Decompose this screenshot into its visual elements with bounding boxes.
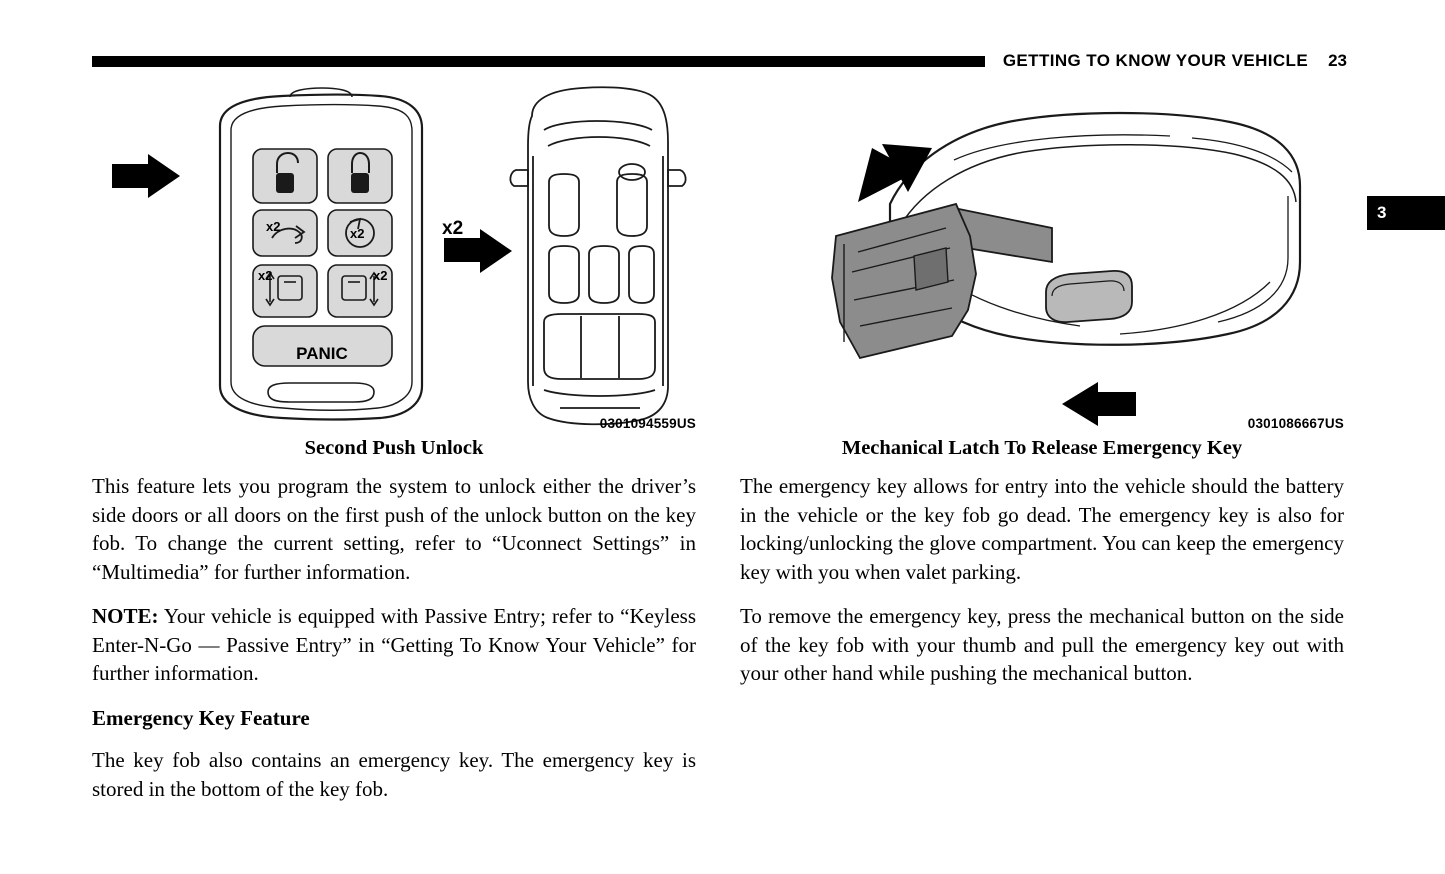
svg-text:x2: x2 — [258, 268, 273, 283]
note-label: NOTE: — [92, 604, 159, 628]
header-rule — [92, 56, 985, 67]
right-paragraph-2: To remove the emergency key, press the mechanical button on the side of the key fob with your thumb and pull the emergency key out with your other hand while pushing the mechanical button. — [740, 604, 1344, 685]
svg-text:x2: x2 — [373, 268, 388, 283]
figure-mechanical-latch — [740, 86, 1344, 431]
chapter-tab — [1367, 196, 1445, 230]
svg-text:PANIC: PANIC — [296, 344, 348, 363]
figure-second-push-unlock — [92, 86, 696, 431]
page-number: 23 — [1328, 51, 1347, 70]
right-paragraph-1: The emergency key allows for entry into the vehicle should the battery in the vehicle or the key fob go dead. The emergency key is also for locking/unlocking the glove compartment. You can keep the emergency key with you when valet parking. — [740, 474, 1344, 584]
left-paragraph-1: This feature lets you program the system to unlock either the driver’s side doors or all doors on the first push of the unlock button on the key fob. To change the current setting, refer to “Uconnect Settings” in “Multimedia” for further information. — [92, 474, 696, 584]
key-fob-and-vehicle-illustration — [92, 86, 696, 431]
figure-code-right: 0301086667US — [1247, 416, 1344, 431]
page-header — [92, 48, 1347, 74]
left-subhead: Emergency Key Feature — [92, 705, 310, 730]
left-column — [92, 86, 696, 803]
note-text: Your vehicle is equipped with Passive Entry; refer to “Keyless Enter-N-Go — Passive Entry” in “Getting To Know Your Vehicle” for further information. — [92, 604, 696, 685]
chapter-tab-label: 3 — [1377, 203, 1387, 222]
figure-caption-left: Second Push Unlock — [304, 437, 484, 459]
figure-caption-right: Mechanical Latch To Release Emergency Key — [841, 437, 1243, 459]
left-paragraph-2: The key fob also contains an emergency key. The emergency key is stored in the bottom of the key fob. — [92, 748, 696, 801]
right-column — [740, 86, 1344, 688]
svg-text:x2: x2 — [442, 218, 464, 239]
svg-text:x2: x2 — [350, 226, 365, 241]
svg-text:x2: x2 — [266, 219, 281, 234]
left-note — [92, 602, 696, 688]
key-fob-emergency-key-illustration — [740, 86, 1344, 431]
figure-code-left: 0301094559US — [599, 416, 696, 431]
header-title: GETTING TO KNOW YOUR VEHICLE — [1002, 51, 1309, 70]
